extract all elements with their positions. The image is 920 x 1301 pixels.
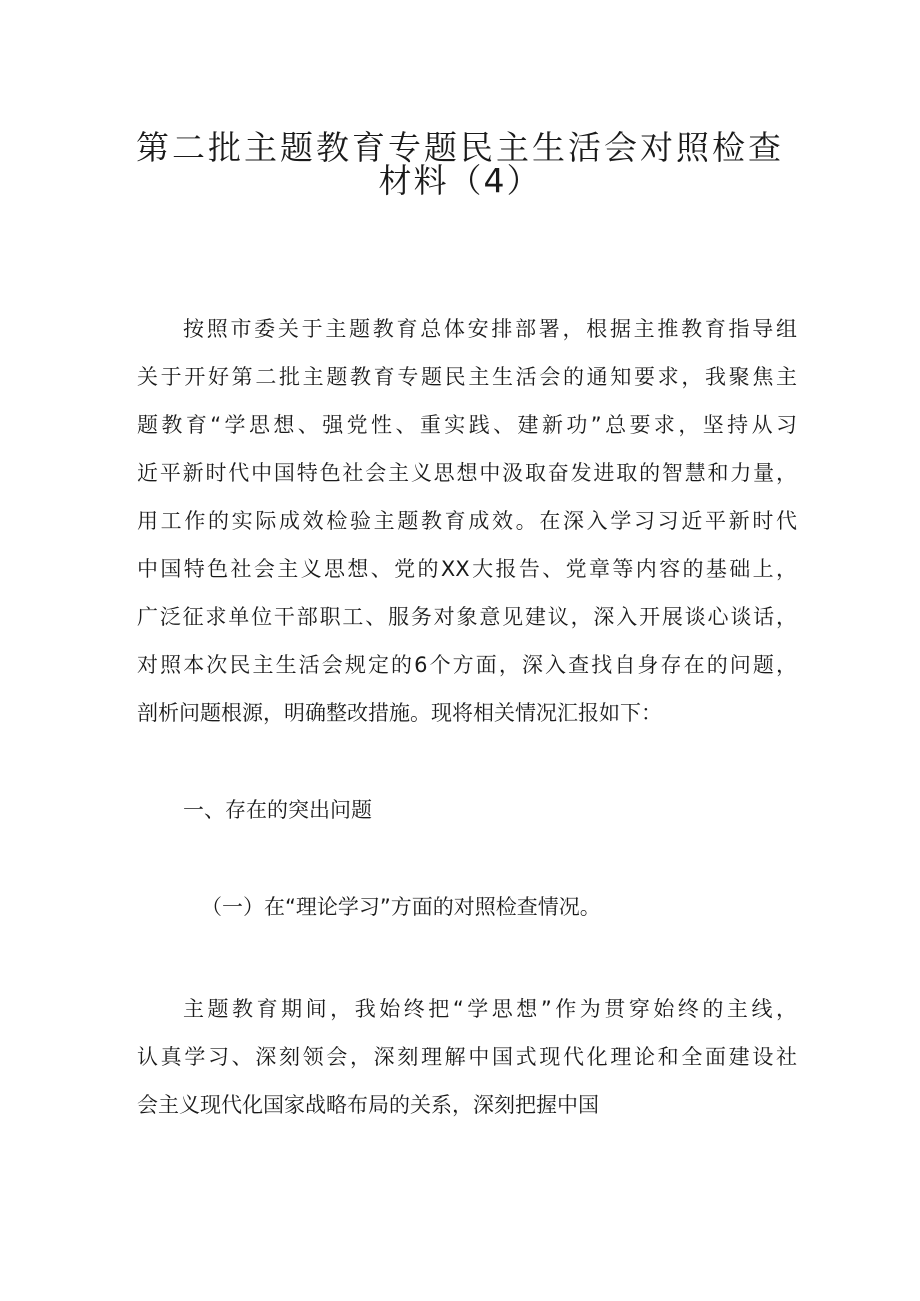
paragraph-line: 认真学习、深刻领会，深刻理解中国式现代化理论和全面建设社	[137, 1045, 797, 1069]
paragraph-line: 会主义现代化国家战略布局的关系，深刻把握中国	[137, 1093, 599, 1117]
subsection-heading: （一）在“理论学习”方面的对照检查情况。	[201, 895, 601, 919]
paragraph-line: 题教育“学思想、强党性、重实践、建新功”总要求，坚持从习	[137, 413, 797, 437]
paragraph-line: 广泛征求单位干部职工、服务对象意见建议，深入开展谈心谈话，	[137, 605, 797, 629]
paragraph-line: 按照市委关于主题教育总体安排部署，根据主推教育指导组	[183, 317, 797, 341]
paragraph-line: 剖析问题根源，明确整改措施。现将相关情况汇报如下：	[137, 701, 662, 725]
intro-paragraph	[137, 305, 797, 737]
document-title-line-2: 材料（4）	[378, 161, 542, 200]
paragraph-line: 中国特色社会主义思想、党的XX大报告、党章等内容的基础上，	[137, 557, 797, 581]
document-title-line-1: 第二批主题教育专题民主生活会对照检查	[136, 128, 784, 167]
body-paragraph	[137, 985, 797, 1129]
section-heading: 一、存在的突出问题	[183, 798, 372, 822]
paragraph-line: 关于开好第二批主题教育专题民主生活会的通知要求，我聚焦主	[137, 365, 797, 389]
paragraph-line: 近平新时代中国特色社会主义思想中汲取奋发进取的智慧和力量，	[137, 461, 797, 485]
paragraph-line: 主题教育期间，我始终把“学思想”作为贯穿始终的主线，	[183, 997, 797, 1021]
paragraph-line: 对照本次民主生活会规定的6个方面，深入查找自身存在的问题，	[137, 653, 797, 677]
paragraph-line: 用工作的实际成效检验主题教育成效。在深入学习习近平新时代	[137, 509, 797, 533]
